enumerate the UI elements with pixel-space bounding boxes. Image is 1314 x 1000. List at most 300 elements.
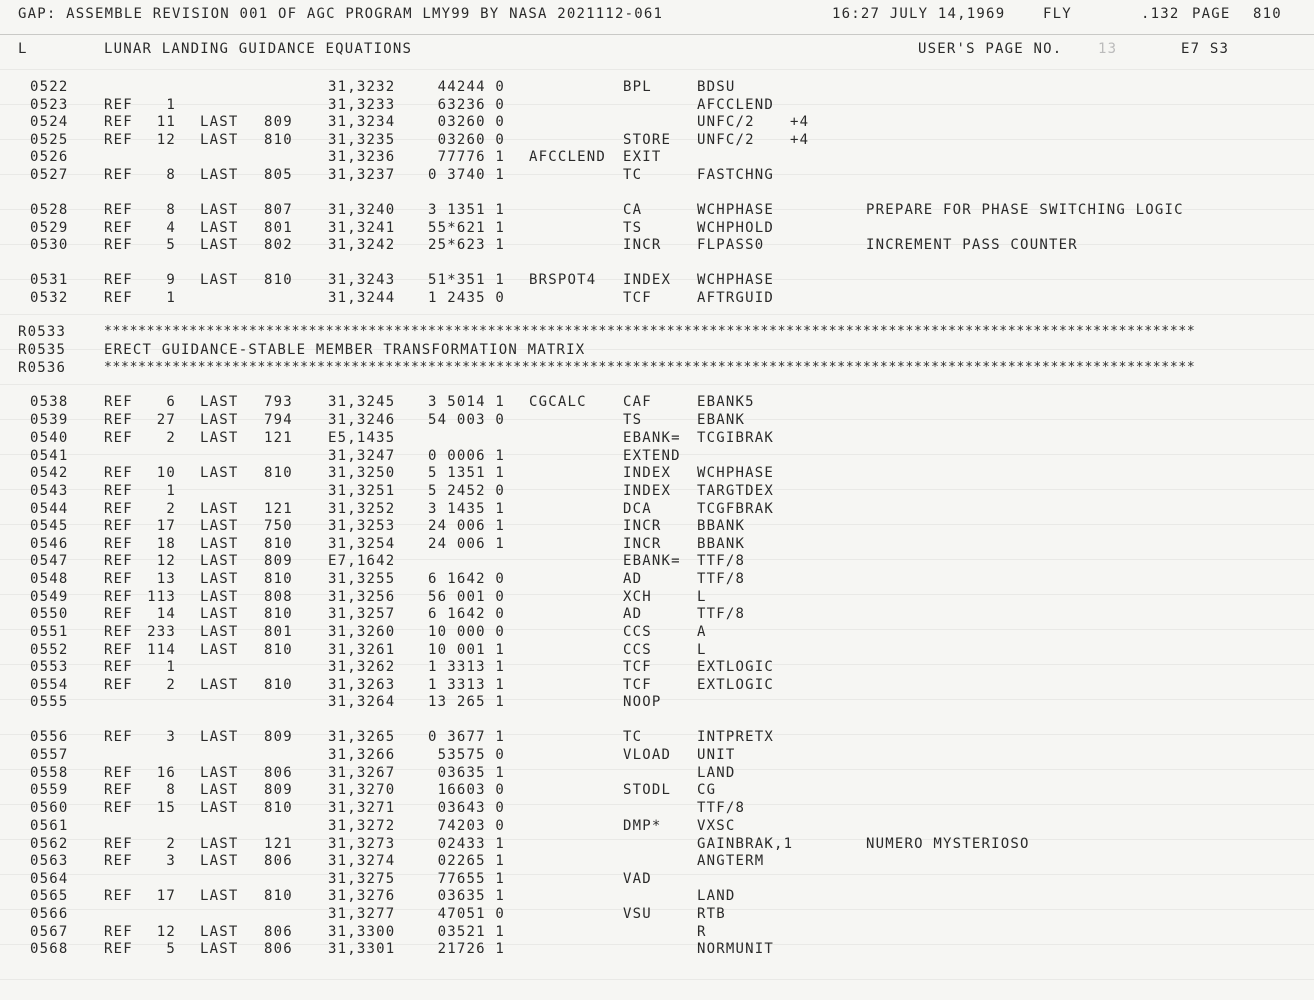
remark-line [0,359,1314,377]
address: 31,3266 [328,747,396,763]
address: 31,3276 [328,888,396,904]
octal-word: 10 000 0 [427,624,505,640]
last-page: 810 [264,132,293,148]
opcode: STORE [623,132,672,148]
ref-count: 27 [156,412,176,428]
last-page: 810 [264,800,293,816]
line-number: 0531 [30,272,69,288]
address: 31,3261 [328,642,396,658]
ref-marker: REF [104,606,133,622]
comment: NUMERO MYSTERIOSO [866,836,1030,852]
last-marker: LAST [200,729,239,745]
ref-marker: REF [104,536,133,552]
operand: NORMUNIT [697,941,775,957]
last-page: 750 [264,518,293,534]
line-number: 0551 [30,624,69,640]
line-number: 0563 [30,853,69,869]
section-title: LUNAR LANDING GUIDANCE EQUATIONS [104,41,413,57]
operand: WCHPHOLD [697,220,775,236]
last-marker: LAST [200,782,239,798]
opcode: STODL [623,782,672,798]
operand: WCHPHASE [697,202,775,218]
last-page: 121 [264,501,293,517]
ref-marker: REF [104,430,133,446]
opcode: EBANK= [623,430,681,446]
address: 31,3232 [328,79,396,95]
address: 31,3263 [328,677,396,693]
address: 31,3246 [328,412,396,428]
operand: TTF/8 [697,800,746,816]
line-number: 0556 [30,729,69,745]
listing-line [0,852,1314,870]
address: 31,3242 [328,237,396,253]
line-number: 0549 [30,589,69,605]
listing-line [0,835,1314,853]
line-number: 0559 [30,782,69,798]
operand: UNIT [697,747,736,763]
line-number: 0526 [30,149,69,165]
line-number: 0544 [30,501,69,517]
opcode: INDEX [623,272,672,288]
last-page: 805 [264,167,293,183]
last-page: 806 [264,853,293,869]
ref-marker: REF [104,290,133,306]
last-page: 806 [264,765,293,781]
opcode: INDEX [623,483,672,499]
line-number: 0545 [30,518,69,534]
ref-count: 5 [166,237,176,253]
line-number: 0524 [30,114,69,130]
ref-count: 16 [156,765,176,781]
operand: EXTLOGIC [697,659,775,675]
operand: UNFC/2 [697,132,755,148]
octal-word: 03635 1 [437,765,505,781]
ref-count: 14 [156,606,176,622]
ref-count: 11 [156,114,176,130]
last-marker: LAST [200,571,239,587]
remark-number: R0535 [18,342,67,358]
comment: PREPARE FOR PHASE SWITCHING LOGIC [866,202,1184,218]
ref-marker: REF [104,465,133,481]
line-number: 0565 [30,888,69,904]
operand: AFTRGUID [697,290,775,306]
line-number: 0529 [30,220,69,236]
listing-line [0,393,1314,411]
operand: TTF/8 [697,606,746,622]
opcode: TCF [623,659,652,675]
ref-marker: REF [104,924,133,940]
line-number: 0522 [30,79,69,95]
opcode: CCS [623,642,652,658]
page-number: 810 [1253,6,1282,22]
listing-line [0,870,1314,888]
line-number: 0566 [30,906,69,922]
operand: LAND [697,765,736,781]
octal-word: 24 006 1 [427,536,505,552]
listing-line [0,676,1314,694]
ref-count: 3 [166,853,176,869]
listing-line [0,905,1314,923]
line-number: 0527 [30,167,69,183]
operand: INTPRETX [697,729,775,745]
octal-word: 3 1435 1 [427,501,505,517]
operand: FLPASS0 [697,237,765,253]
opcode: AD [623,571,643,587]
listing-line [0,641,1314,659]
listing-line [0,113,1314,131]
address: 31,3250 [328,465,396,481]
opcode: CCS [623,624,652,640]
opcode: BPL [623,79,652,95]
ref-marker: REF [104,132,133,148]
ref-count: 2 [166,501,176,517]
operand: TCGIBRAK [697,430,775,446]
ref-marker: REF [104,553,133,569]
operand: AFCCLEND [697,97,775,113]
operand: RTB [697,906,726,922]
address: 31,3256 [328,589,396,605]
ref-marker: REF [104,202,133,218]
operand: ANGTERM [697,853,765,869]
line-number: 0547 [30,553,69,569]
line-number: 0560 [30,800,69,816]
line-number: 0553 [30,659,69,675]
rule [0,34,1314,35]
remark-title: ERECT GUIDANCE-STABLE MEMBER TRANSFORMATION MATRIX [104,342,586,358]
operand: BBANK [697,536,746,552]
last-marker: LAST [200,536,239,552]
opcode: CAF [623,394,652,410]
listing-line [0,764,1314,782]
ref-count: 18 [156,536,176,552]
ref-count: 2 [166,836,176,852]
octal-word: 21726 1 [437,941,505,957]
ref-count: 8 [166,202,176,218]
operand-modifier: +4 [790,132,810,148]
line-number: 0558 [30,765,69,781]
operand: WCHPHASE [697,465,775,481]
octal-word: 0 3740 1 [427,167,505,183]
address: 31,3301 [328,941,396,957]
opcode: VSU [623,906,652,922]
octal-word: 03260 0 [437,132,505,148]
listing-line [0,96,1314,114]
octal-word: 1 3313 1 [427,677,505,693]
octal-word: 25*623 1 [427,237,505,253]
opcode: EXIT [623,149,662,165]
last-page: 810 [264,642,293,658]
last-marker: LAST [200,941,239,957]
ref-count: 12 [156,924,176,940]
listing-line [0,588,1314,606]
page-subheader [0,40,1314,58]
octal-word: 1 2435 0 [427,290,505,306]
octal-word: 63236 0 [437,97,505,113]
operand: FASTCHNG [697,167,775,183]
operand: L [697,642,707,658]
ref-count: 1 [166,659,176,675]
listing-line [0,552,1314,570]
last-page: 806 [264,941,293,957]
octal-word: 6 1642 0 [427,606,505,622]
opcode: EBANK= [623,553,681,569]
operand: A [697,624,707,640]
last-page: 801 [264,624,293,640]
last-marker: LAST [200,888,239,904]
last-marker: LAST [200,677,239,693]
opcode: INDEX [623,465,672,481]
address: 31,3254 [328,536,396,552]
last-marker: LAST [200,642,239,658]
octal-word: 1 3313 1 [427,659,505,675]
line-number: 0564 [30,871,69,887]
last-marker: LAST [200,589,239,605]
ref-count: 5 [166,941,176,957]
ref-count: 113 [147,589,176,605]
opcode: INCR [623,518,662,534]
ref-count: 1 [166,483,176,499]
ref-marker: REF [104,97,133,113]
operand: UNFC/2 [697,114,755,130]
operand: EXTLOGIC [697,677,775,693]
ref-count: 2 [166,430,176,446]
last-marker: LAST [200,836,239,852]
octal-word: 3 5014 1 [427,394,505,410]
opcode: DMP* [623,818,662,834]
octal-word: 55*621 1 [427,220,505,236]
ref-count: 12 [156,132,176,148]
address: 31,3237 [328,167,396,183]
ref-marker: REF [104,941,133,957]
octal-word: 53575 0 [437,747,505,763]
address: 31,3260 [328,624,396,640]
listing-line [0,482,1314,500]
listing-line [0,271,1314,289]
listing-line [0,78,1314,96]
listing-line [0,728,1314,746]
operand: LAND [697,888,736,904]
listing-line [0,236,1314,254]
listing-line [0,535,1314,553]
line-number: 0532 [30,290,69,306]
ref-marker: REF [104,518,133,534]
symbol-label: AFCCLEND [529,149,607,165]
subheader-code: E7 S3 [1181,41,1230,57]
octal-word: 74203 0 [437,818,505,834]
line-number: 0555 [30,694,69,710]
octal-word: 0 3677 1 [427,729,505,745]
opcode: TC [623,729,643,745]
ref-count: 17 [156,888,176,904]
ref-count: 6 [166,394,176,410]
listing-line [0,693,1314,711]
octal-word: 77776 1 [437,149,505,165]
line-number: 0538 [30,394,69,410]
ref-count: 1 [166,97,176,113]
octal-word: 02433 1 [437,836,505,852]
opcode: CA [623,202,643,218]
octal-word: 03521 1 [437,924,505,940]
last-page: 801 [264,220,293,236]
last-marker: LAST [200,465,239,481]
remark-line [0,323,1314,341]
ref-marker: REF [104,624,133,640]
operand: TTF/8 [697,571,746,587]
operand: CG [697,782,717,798]
operand: R [697,924,707,940]
ref-marker: REF [104,412,133,428]
line-number: 0543 [30,483,69,499]
opcode: TCF [623,290,652,306]
octal-word: 03635 1 [437,888,505,904]
last-marker: LAST [200,412,239,428]
users-page-number: 13 [1098,41,1118,57]
address: 31,3234 [328,114,396,130]
ref-marker: REF [104,483,133,499]
address: 31,3277 [328,906,396,922]
operand: VXSC [697,818,736,834]
ref-marker: REF [104,237,133,253]
listing-line [0,219,1314,237]
asterisk-divider: ******************************************************************************************************************************** [104,324,1196,339]
ref-marker: REF [104,571,133,587]
octal-word: 03260 0 [437,114,505,130]
ref-count: 9 [166,272,176,288]
ref-marker: REF [104,114,133,130]
remark-line [0,341,1314,359]
ref-count: 2 [166,677,176,693]
last-page: 808 [264,589,293,605]
line-number: 0552 [30,642,69,658]
last-marker: LAST [200,553,239,569]
ref-count: 8 [166,167,176,183]
ref-marker: REF [104,501,133,517]
opcode: VLOAD [623,747,672,763]
address: 31,3241 [328,220,396,236]
line-number: 0554 [30,677,69,693]
page-label: PAGE [1192,6,1231,22]
ref-count: 17 [156,518,176,534]
operand: TTF/8 [697,553,746,569]
last-marker: LAST [200,800,239,816]
last-page: 806 [264,924,293,940]
line-number: 0541 [30,448,69,464]
opcode: TC [623,167,643,183]
timestamp: 16:27 JULY 14,1969 [832,6,1006,22]
listing-line [0,623,1314,641]
octal-word: 10 001 1 [427,642,505,658]
opcode: EXTEND [623,448,681,464]
last-page: 810 [264,606,293,622]
listing-line [0,799,1314,817]
address: E5,1435 [328,430,396,446]
address: 31,3274 [328,853,396,869]
symbol-label: BRSPOT4 [529,272,597,288]
last-marker: LAST [200,394,239,410]
operand: WCHPHASE [697,272,775,288]
last-page: 810 [264,272,293,288]
address: 31,3255 [328,571,396,587]
opcode: TS [623,220,643,236]
line-number: 0540 [30,430,69,446]
operand: TARGTDEX [697,483,775,499]
line-number: 0568 [30,941,69,957]
listing-line [0,746,1314,764]
last-marker: LAST [200,518,239,534]
last-page: 810 [264,571,293,587]
operand: BDSU [697,79,736,95]
address: 31,3235 [328,132,396,148]
remark-number: R0533 [18,324,67,340]
ref-marker: REF [104,729,133,745]
opcode: DCA [623,501,652,517]
last-page: 121 [264,836,293,852]
users-page-label: USER'S PAGE NO. [918,41,1063,57]
last-page: 809 [264,729,293,745]
octal-word: 54 003 0 [427,412,505,428]
symbol-label: CGCALC [529,394,587,410]
octal-word: 5 2452 0 [427,483,505,499]
ref-marker: REF [104,589,133,605]
address: 31,3252 [328,501,396,517]
asterisk-divider: ******************************************************************************************************************************** [104,360,1196,375]
listing-line [0,570,1314,588]
line-number: 0562 [30,836,69,852]
listing-line [0,887,1314,905]
line-number: 0557 [30,747,69,763]
listing-line [0,411,1314,429]
listing-line [0,517,1314,535]
page-header [0,5,1314,23]
operand: GAINBRAK,1 [697,836,794,852]
listing-line [0,923,1314,941]
l-marker: L [18,41,28,57]
last-page: 810 [264,536,293,552]
ref-marker: REF [104,659,133,675]
address: 31,3244 [328,290,396,306]
address: 31,3300 [328,924,396,940]
octal-word: 44244 0 [437,79,505,95]
octal-word: 02265 1 [437,853,505,869]
last-marker: LAST [200,853,239,869]
octal-word: 5 1351 1 [427,465,505,481]
octal-word: 24 006 1 [427,518,505,534]
opcode: NOOP [623,694,662,710]
operand: EBANK [697,412,746,428]
last-marker: LAST [200,624,239,640]
address: 31,3264 [328,694,396,710]
address: 31,3272 [328,818,396,834]
opcode: AD [623,606,643,622]
ref-marker: REF [104,836,133,852]
listing-line [0,289,1314,307]
address: 31,3267 [328,765,396,781]
ref-count: 233 [147,624,176,640]
ref-count: 13 [156,571,176,587]
opcode: VAD [623,871,652,887]
listing-line [0,940,1314,958]
operand: TCGFBRAK [697,501,775,517]
address: 31,3247 [328,448,396,464]
line-number: 0523 [30,97,69,113]
address: 31,3243 [328,272,396,288]
ref-marker: REF [104,888,133,904]
octal-word: 0 0006 1 [427,448,505,464]
listing-line [0,429,1314,447]
operand: EBANK5 [697,394,755,410]
address: 31,3236 [328,149,396,165]
last-marker: LAST [200,237,239,253]
